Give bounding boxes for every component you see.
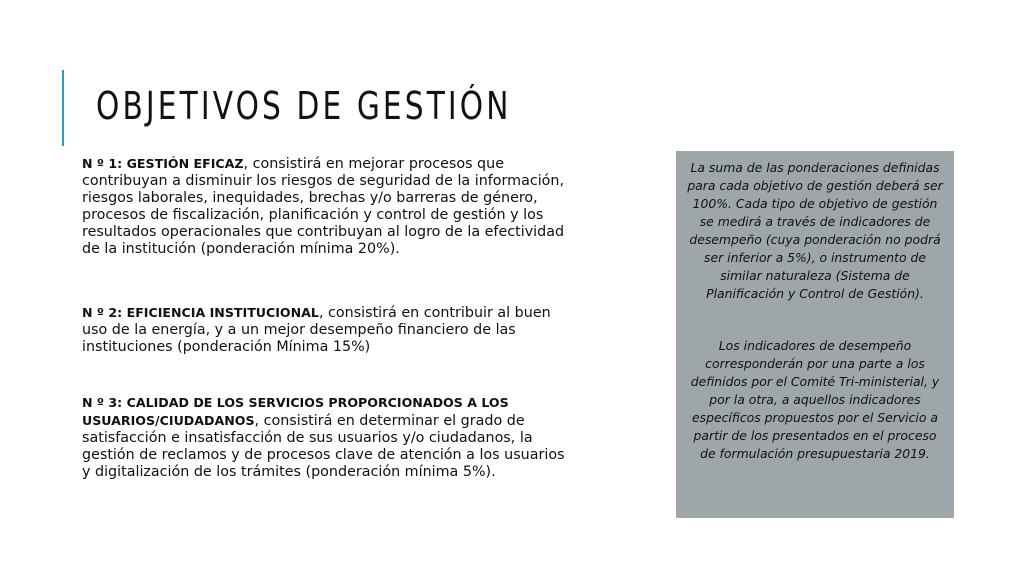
objective-1-text: , consistirá en mejorar procesos que contribuyan a disminuir los riesgos de seguridad de la información, riesgos laborales, inequidades, brechas y/o barreras de género, procesos de fiscalización, planificación y control de gestión y los resultados operacionales que contribuyan al logro de la efectividad de la institución (ponderación mínima 20%). [82,156,565,257]
objective-2 [82,304,568,356]
objective-2-label: N º 2: EFICIENCIA INSTITUCIONAL [82,305,319,320]
title-accent-bar [62,70,64,146]
objective-3 [82,394,568,481]
objective-3-label: N º 3: CALIDAD DE LOS SERVICIOS PROPORCIONADOS A LOS USUARIOS/CIUDADANOS [82,395,509,428]
objective-1 [82,155,568,258]
slide-title: OBJETIVOS DE GESTIÓN [96,84,512,128]
weighting-note-panel [676,151,954,518]
objective-2-text: , consistirá en contribuir al buen uso de la energía, y a un mejor desempeño financiero de las instituciones (ponderación Mínima 15%) [82,305,551,355]
objective-3-text: , consistirá en determinar el grado de satisfacción e insatisfacción de sus usuarios y/o ciudadanos, la gestión de reclamos y de procesos clave de atención a los usuarios y digitalización de los trámites (ponderación mínima 5%). [82,413,565,480]
objectives-list [82,155,568,481]
objective-1-label: N º 1: GESTIÓN EFICAZ [82,156,244,171]
weighting-note-paragraph-2: Los indicadores de desempeño corresponderán por una parte a los definidos por el Comité Tri-ministerial, y por la otra, a aquellos indicadores específicos propuestos por el Servicio a partir de los presentados en el proceso de formulación presupuestaria 2019. [690,338,940,461]
weighting-note-paragraph-1: La suma de las ponderaciones definidas para cada objetivo de gestión deberá ser 100%. Cada tipo de objetivo de gestión se medirá a través de indicadores de desempeño (cuya ponderación no podrá ser inferior a 5%), o instrumento de similar naturaleza (Sistema de Planificación y Control de Gestión). [687,160,943,301]
